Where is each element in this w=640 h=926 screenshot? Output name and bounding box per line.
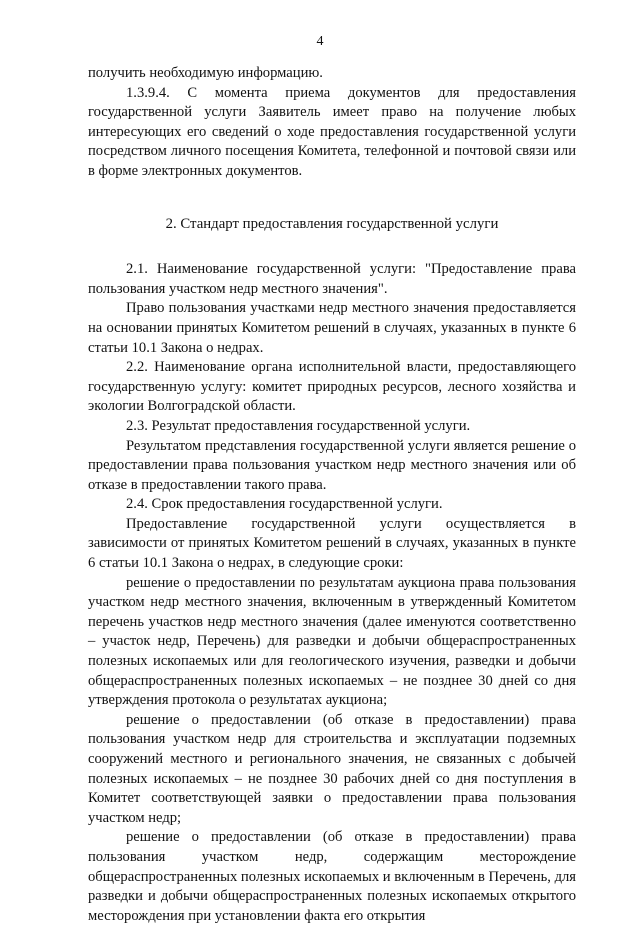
page-number: 4 (316, 34, 324, 49)
document-body (88, 64, 576, 926)
clause-2-1-text: Право пользования участками недр местного значения предоставляется на основании принятых Комитетом решений в случаях, указанных в пункте 6 статьи 10.1 Закона о недрах. (88, 300, 576, 356)
clause-1-3-9-4: 1.3.9.4. С момента приема документов для предоставления государственной услуги Заявитель имеет право на получение любых интересующих его сведений о ходе предоставления государственной услуги посредством личного посещения Комитета, телефонной и почтовой связи или в форме электронных документов. (88, 84, 576, 179)
continuation-paragraph: получить необходимую информацию. (88, 65, 323, 81)
clause-2-4-text: Предоставление государственной услуги осуществляется в зависимости от принятых Комитетом решений в случаях, указанных в пункте 6 статьи 10.1 Закона о недрах, в следующие сроки: (88, 515, 576, 572)
clause-2-3-text: Результатом представления государственной услуги является решение о предоставлении права пользования участком недр местного значения или об отказе в предоставлении такого права. (88, 437, 576, 493)
clause-2-4: 2.4. Срок предоставления государственной услуги. (126, 496, 443, 513)
section-heading: 2. Стандарт предоставления государственной услуги (165, 215, 499, 232)
deadline-item-auction: решение о предоставлении по результатам аукциона права пользования участком недр местного значения, включенным в утвержденный Комитетом перечень участков недр местного значения (далее именуются соответственно – участок недр, Перечень) для разведки и добычи общераспространенных полезных ископаемых или для геологического изучения, разведки и добычи общераспространенных полезных ископаемых – не позднее 30 дней со дня утверждения протокола о результатах аукциона; (88, 574, 576, 709)
clause-2-1: 2.1. Наименование государственной услуги: "Предоставление права пользования участком недр местного значения". (88, 261, 576, 297)
clause-2-2: 2.2. Наименование органа исполнительной власти, предоставляющего государственную услугу: комитет природных ресурсов, лесного хозяйства и экологии Волгоградской области. (88, 359, 576, 415)
deadline-item-deposit-discovery: решение о предоставлении (об отказе в предоставлении) права пользования участком недр, содержащим месторождение общераспространенных полезных ископаемых и включенным в Перечень, для разведки и добычи общераспространенных полезных ископаемых открытого месторождения при установлении факта его открытия (88, 829, 576, 924)
deadline-item-underground-structures: решение о предоставлении (об отказе в предоставлении) права пользования участком недр для строительства и эксплуатации подземных сооружений местного и регионального значения, не связанных с добычей полезных ископаемых – не позднее 30 рабочих дней со дня поступления в Комитет соответствующей заявки о предоставлении права пользования участком недр; (88, 711, 576, 826)
clause-2-3: 2.3. Результат предоставления государственной услуги. (126, 417, 471, 434)
